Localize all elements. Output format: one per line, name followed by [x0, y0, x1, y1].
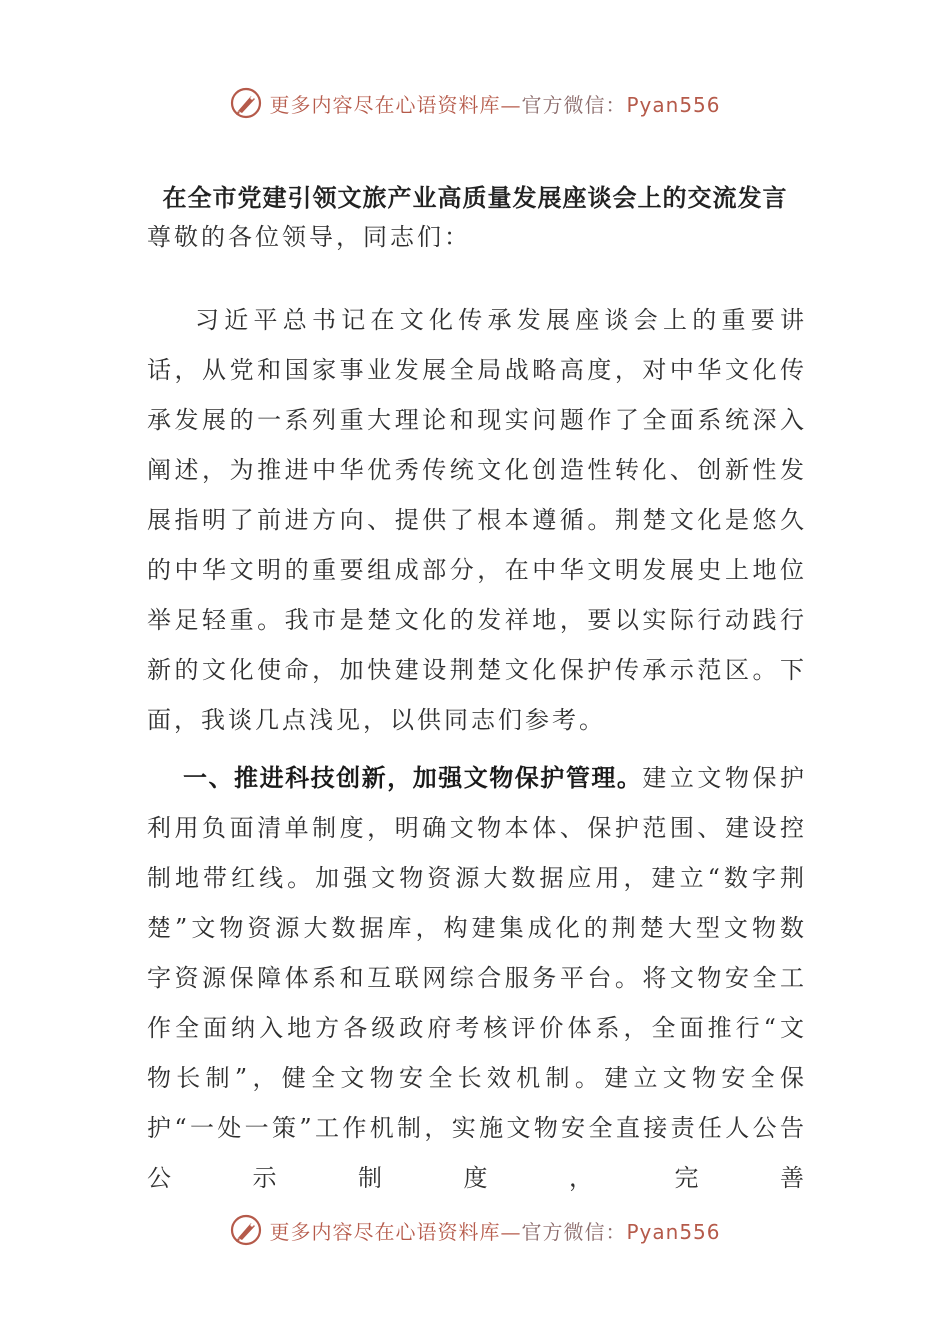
banner-wechat-label: 官方微信：	[521, 92, 627, 117]
banner-wechat-label: 官方微信：	[521, 1219, 627, 1244]
banner-text	[269, 1216, 720, 1245]
banner-dash: —	[500, 92, 522, 117]
banner-wechat-id: Pyan556	[626, 1219, 721, 1244]
paragraph-section-1	[147, 753, 807, 1203]
section-1-heading: 一、推进科技创新，加强文物保护管理。	[183, 763, 643, 792]
footer-banner	[0, 1210, 950, 1250]
pen-nib-circle-icon	[229, 1213, 263, 1247]
banner-wechat-id: Pyan556	[626, 92, 721, 117]
banner-main-text: 更多内容尽在心语资料库	[269, 92, 501, 117]
banner-main-text: 更多内容尽在心语资料库	[269, 1219, 501, 1244]
salutation: 尊敬的各位领导，同志们：	[147, 223, 471, 251]
pen-nib-circle-icon	[229, 86, 263, 120]
section-1-body: 建立文物保护利用负面清单制度，明确文物本体、保护范围、建设控制地带红线。加强文物资源大数据应用，建立“数字荆楚”文物资源大数据库，构建集成化的荆楚大型文物数字资源保障体系和互联网综合服务平台。将文物安全工作全面纳入地方各级政府考核评价体系，全面推行“文物长制”，健全文物安全长效机制。建立文物安全保护“一处一策”工作机制，实施文物安全直接责任人公告公示制度，完善	[147, 764, 807, 1192]
paragraph-intro: 习近平总书记在文化传承发展座谈会上的重要讲话，从党和国家事业发展全局战略高度，对中华文化传承发展的一系列重大理论和现实问题作了全面系统深入阐述，为推进中华优秀传统文化创造性转化、创新性发展指明了前进方向、提供了根本遵循。荆楚文化是悠久的中华文明的重要组成部分，在中华文明发展史上地位举足轻重。我市是楚文化的发祥地，要以实际行动践行新的文化使命，加快建设荆楚文化保护传承示范区。下面，我谈几点浅见，以供同志们参考。	[147, 306, 807, 734]
document-title: 在全市党建引领文旅产业高质量发展座谈会上的交流发言	[162, 183, 788, 212]
header-banner	[0, 83, 950, 123]
banner-dash: —	[500, 1219, 522, 1244]
banner-text	[269, 89, 720, 118]
